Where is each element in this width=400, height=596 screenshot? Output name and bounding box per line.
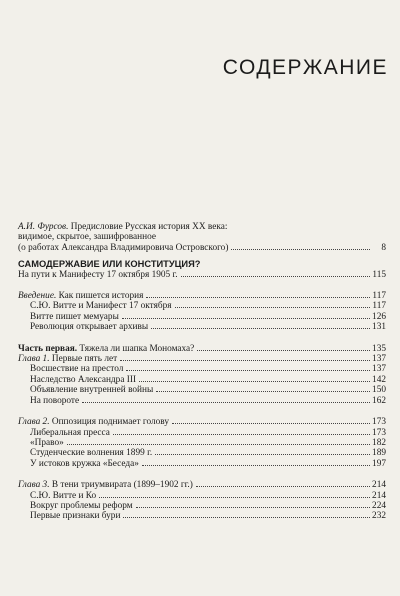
section-heading: САМОДЕРЖАВИЕ ИЛИ КОНСТИТУЦИЯ? <box>18 259 201 270</box>
preface-title-line1: Предисловие Русская история XX века: <box>70 222 228 232</box>
preface-author: А.И. Фурсов. <box>18 222 69 232</box>
leader-dots <box>156 391 370 392</box>
toc-subentry[interactable]: Первые признаки бури 232 <box>30 511 386 522</box>
leader-dots <box>113 434 370 435</box>
leader-dots <box>120 360 370 361</box>
table-of-contents <box>18 222 386 522</box>
page-number: 142 <box>372 374 386 385</box>
intro-title: Как пишется история <box>58 291 144 302</box>
chapter-title: Оппозиция поднимает голову <box>51 417 169 428</box>
toc-entry-chapter2[interactable] <box>18 417 386 427</box>
leader-dots <box>99 497 370 498</box>
chapter-label: Глава 1. <box>18 354 50 365</box>
page-number: 137 <box>372 354 386 365</box>
leader-dots <box>142 465 370 466</box>
page-number: 197 <box>372 458 386 469</box>
toc-subentry[interactable]: С.Ю. Витте и Ко 214 <box>30 490 386 501</box>
leader-dots <box>172 423 370 424</box>
page-number: 126 <box>372 311 386 322</box>
preface-title-line3: (о работах Александра Владимировича Островского) <box>18 242 229 253</box>
page-number: 214 <box>372 490 386 501</box>
toc-subentry[interactable]: Витте пишет мемуары 126 <box>30 311 386 322</box>
leader-dots <box>67 444 370 445</box>
toc-entry-section[interactable] <box>18 270 386 280</box>
leader-dots <box>146 297 370 298</box>
leader-dots <box>175 307 370 308</box>
page-number: 131 <box>372 322 386 333</box>
toc-entry-preface[interactable] <box>18 222 386 232</box>
toc-subentry[interactable]: Восшествие на престол 137 <box>30 364 386 375</box>
toc-subentry[interactable]: Наследство Александра III 142 <box>30 374 386 385</box>
leader-dots <box>155 454 370 455</box>
leader-dots <box>122 318 370 319</box>
page-number: 232 <box>372 511 386 522</box>
chapter-title: Первые пять лет <box>51 354 118 365</box>
toc-entry-chapter1[interactable] <box>18 354 386 364</box>
leader-dots <box>196 486 370 487</box>
toc-subentry[interactable]: Объявление внутренней войны 150 <box>30 385 386 396</box>
leader-dots <box>151 328 370 329</box>
toc-subentry[interactable]: У истоков кружка «Беседа» 197 <box>30 458 386 469</box>
page-number: 117 <box>372 301 386 312</box>
page-number: 173 <box>372 417 386 428</box>
leader-dots <box>181 276 370 277</box>
toc-entry-chapter3[interactable] <box>18 480 386 490</box>
chapter-title: В тени триумвирата (1899–1902 гг.) <box>51 480 193 491</box>
page-number: 115 <box>372 269 386 280</box>
toc-entry-intro[interactable] <box>18 291 386 301</box>
page-number: 150 <box>372 385 386 396</box>
page-number: 8 <box>381 242 386 253</box>
intro-label: Введение. <box>18 291 57 302</box>
toc-subentry[interactable]: «Право» 182 <box>30 437 386 448</box>
chapter-label: Глава 3. <box>18 480 50 491</box>
page-number: 182 <box>372 437 386 448</box>
page-number: 173 <box>372 427 386 438</box>
toc-subentry[interactable]: Студенческие волнения 1899 г. 189 <box>30 448 386 459</box>
preface-title-line2: видимое, скрытое, зашифрованное <box>18 232 156 243</box>
page-title: СОДЕРЖАНИЕ <box>222 56 388 79</box>
page-number: 162 <box>372 395 386 406</box>
page-number: 137 <box>372 364 386 375</box>
leader-dots <box>123 517 370 518</box>
toc-subentry[interactable]: Вокруг проблемы реформ 224 <box>30 500 386 511</box>
leader-dots <box>197 350 370 351</box>
page-number: 224 <box>372 500 386 511</box>
leader-dots <box>136 507 370 508</box>
chapter-label: Глава 2. <box>18 417 50 428</box>
page-number: 189 <box>372 448 386 459</box>
toc-subentry[interactable]: На повороте 162 <box>30 395 386 406</box>
leader-dots <box>82 402 370 403</box>
leader-dots <box>139 381 370 382</box>
section-subtitle: На пути к Манифесту 17 октября 1905 г. <box>18 269 178 280</box>
toc-subentry[interactable]: Либеральная пресса 173 <box>30 427 386 438</box>
part1-label: Часть первая. <box>18 343 78 354</box>
toc-subentry[interactable]: С.Ю. Витте и Манифест 17 октября 117 <box>30 301 386 312</box>
page-number: 135 <box>372 343 386 354</box>
toc-entry-part1[interactable] <box>18 344 386 354</box>
leader-dots <box>126 370 370 371</box>
part1-title: Тяжела ли шапка Мономаха? <box>79 343 195 354</box>
page-number: 117 <box>372 291 386 302</box>
leader-dots <box>231 249 370 250</box>
page-number: 214 <box>372 480 386 491</box>
toc-subentry[interactable]: Революция открывает архивы 131 <box>30 322 386 333</box>
